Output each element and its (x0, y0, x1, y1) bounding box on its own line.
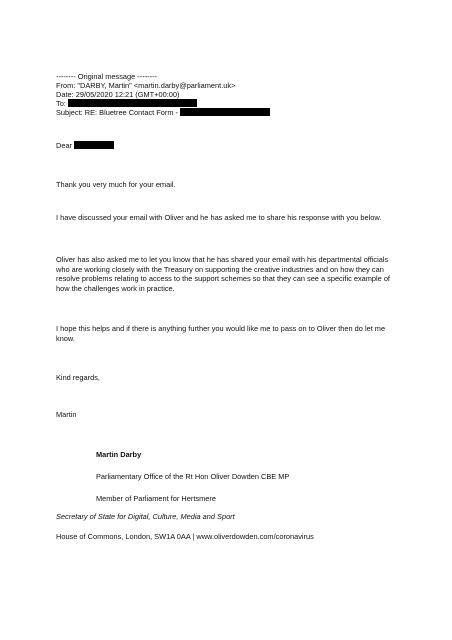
from-label: From: (56, 81, 78, 90)
original-message-divider: -------- Original message -------- (56, 72, 157, 81)
recipient-name-redaction (74, 141, 114, 149)
date-value: 29/05/2020 12:21 (GMT+00:00) (75, 90, 180, 99)
salutation-line (56, 141, 114, 150)
signature-role (56, 512, 235, 521)
closing-text: Kind regards, (56, 373, 100, 382)
subject-value: RE: Bluetree Contact Form - (84, 108, 181, 117)
date-label: Date: (56, 90, 76, 99)
date-line (56, 90, 179, 99)
closing-line (56, 373, 100, 382)
paragraph-officials: Oliver has also asked me to let you know that he has shared your email with his departmental officials who are working closely with the Treasury on supporting the creative industries and on how they can resolve problems relating to access to the support schemes so that they can see a specific example of how the challenges work in practice. (56, 255, 390, 293)
signature-role-text: Secretary of State for Digital, Culture, Media and Sport (56, 512, 235, 521)
signature-member (96, 494, 216, 503)
signature-name-text: Martin Darby (96, 450, 142, 459)
paragraph-thanks: Thank you very much for your email. (56, 180, 176, 189)
to-label: To: (56, 99, 68, 108)
paragraph-hope: I hope this helps and if there is anything further you would like me to pass on to Oliver then do let me know. (56, 324, 386, 343)
from-line (56, 81, 235, 90)
signature-office-text: Parliamentary Office of the Rt Hon Oliver Dowden CBE MP (96, 472, 290, 481)
subject-redaction (180, 108, 270, 116)
signature-name (96, 450, 141, 459)
paragraph-discussed: I have discussed your email with Oliver and he has asked me to share his response with you below. (56, 213, 382, 222)
original-message-header (56, 72, 157, 81)
signature-address-text: House of Commons, London, SW1A 0AA | www.oliverdowden.com/coronavirus (56, 532, 314, 541)
to-line (56, 99, 197, 108)
sign-name-text: Martin (56, 410, 77, 419)
sign-name-line (56, 410, 77, 419)
signature-member-text: Member of Parliament for Hertsmere (96, 494, 216, 503)
signature-office (96, 472, 289, 481)
subject-line (56, 108, 270, 117)
signature-address (56, 532, 314, 541)
to-redaction (68, 99, 197, 107)
salutation-text: Dear (56, 141, 75, 150)
from-value: "DARBY, Martin" <martin.darby@parliament.uk> (77, 81, 236, 90)
subject-label: Subject: (56, 108, 85, 117)
